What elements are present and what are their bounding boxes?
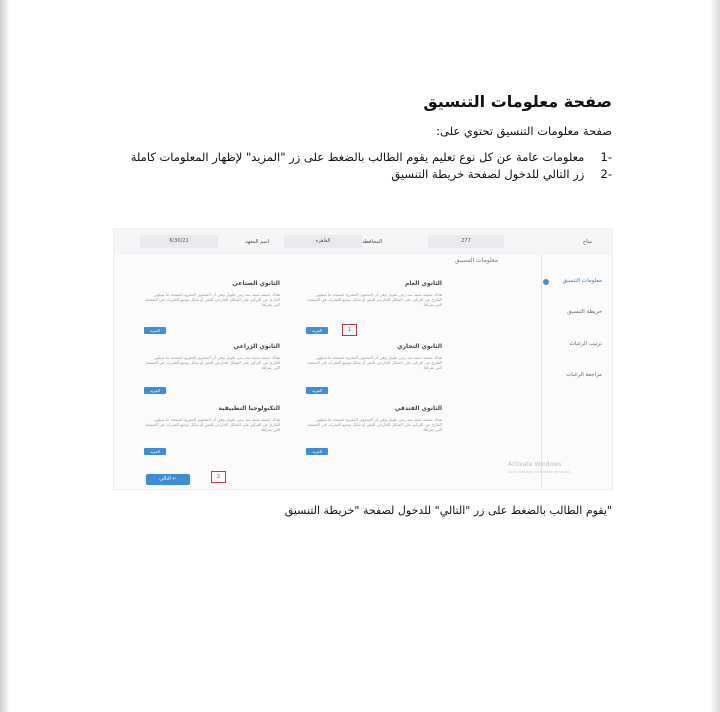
annotation-marker: 1: [342, 324, 357, 336]
topbar-label: متاح: [583, 239, 592, 245]
card-text: هناك حقيقة مثبتة منذ زمن طويل وهي أن المحتوى المقروء لصفحة ما سيلهي القارئ عن التركيز على الشكل الخارجي للنص أو شكل توضع الفقرات في الصفحة التي يقرأها.: [307, 417, 442, 432]
education-type-card: [144, 343, 280, 403]
more-button[interactable]: المزيد: [306, 327, 328, 334]
list-item-number: -2: [600, 167, 612, 181]
section-title: معلومات التنسيق: [454, 257, 498, 264]
list-item-number: -1: [600, 150, 612, 164]
document-title: صفحة معلومات التنسيق: [423, 92, 612, 111]
topbar-field[interactable]: 6/30/21: [140, 235, 218, 248]
card-text: هناك حقيقة مثبتة منذ زمن طويل وهي أن المحتوى المقروء لصفحة ما سيلهي القارئ عن التركيز على الشكل الخارجي للنص أو شكل توضع الفقرات في الصفحة التي يقرأها.: [307, 355, 442, 370]
topbar-field[interactable]: القاهرة: [284, 235, 362, 248]
more-button[interactable]: المزيد: [306, 387, 328, 394]
card-title: الثانوي التجاري: [397, 343, 442, 350]
education-type-card: [306, 280, 442, 340]
sidebar-item-order-choices[interactable]: ترتيب الرغبات: [569, 341, 602, 347]
more-button[interactable]: المزيد: [144, 448, 166, 455]
card-text: هناك حقيقة مثبتة منذ زمن طويل وهي أن المحتوى المقروء لصفحة ما سيلهي القارئ عن التركيز على الشكل الخارجي للنص أو شكل توضع الفقرات في الصفحة التي يقرأها.: [145, 292, 280, 307]
active-indicator-icon: [543, 279, 549, 285]
sidebar-item-coordination-info[interactable]: معلومات التنسيق: [562, 278, 602, 284]
sidebar-item-coordination-map[interactable]: خريطة التنسيق: [567, 309, 602, 315]
topbar-label: اسم المعهد: [245, 239, 269, 245]
card-title: الثانوي الفندقي: [394, 405, 442, 412]
topbar-label: المحافظة: [362, 239, 382, 245]
card-title: الثانوي الزراعي: [233, 343, 280, 350]
page-edge-right: [710, 0, 720, 712]
next-button-label: التالي: [159, 476, 171, 482]
list-item-text: زر التالي للدخول لصفحة خريطة التنسيق: [391, 167, 585, 181]
arrow-left-icon: ←: [172, 476, 177, 482]
sidebar-item-review-choices[interactable]: مراجعة الرغبات: [566, 372, 602, 378]
list-item-text: معلومات عامة عن كل نوع تعليم يقوم الطالب بالضغط على زر "المزيد" لإظهار المعلومات كاملة: [130, 150, 585, 164]
list-item: [92, 167, 612, 181]
card-title: التكنولوجيا التطبيقية: [218, 405, 280, 412]
card-title: الثانوي العام: [405, 280, 442, 287]
page-edge-left: [0, 0, 10, 712]
topbar-field[interactable]: 277: [428, 235, 504, 248]
screenshot-topbar: [114, 229, 612, 255]
screenshot-sidebar: [541, 255, 612, 489]
document-caption: "يقوم الطالب بالضغط على زر "التالي" للدخول لصفحة "خريطة التنسيق: [284, 504, 612, 517]
card-text: هناك حقيقة مثبتة منذ زمن طويل وهي أن المحتوى المقروء لصفحة ما سيلهي القارئ عن التركيز على الشكل الخارجي للنص أو شكل توضع الفقرات في الصفحة التي يقرأها.: [307, 292, 442, 307]
card-title: الثانوي الصناعي: [232, 280, 280, 287]
activation-watermark-sub: Go to Settings to activate Windows.: [508, 470, 571, 474]
education-type-card: [306, 405, 442, 465]
list-item: [92, 150, 612, 164]
more-button[interactable]: المزيد: [144, 387, 166, 394]
activation-watermark: Activate Windows: [508, 461, 562, 468]
education-type-card: [144, 405, 280, 465]
education-type-card: [306, 343, 442, 403]
more-button[interactable]: المزيد: [306, 448, 328, 455]
card-text: هناك حقيقة مثبتة منذ زمن طويل وهي أن المحتوى المقروء لصفحة ما سيلهي القارئ عن التركيز على الشكل الخارجي للنص أو شكل توضع الفقرات في الصفحة التي يقرأها.: [145, 417, 280, 432]
next-button[interactable]: [146, 474, 190, 485]
more-button[interactable]: المزيد: [144, 327, 166, 334]
card-text: هناك حقيقة مثبتة منذ زمن طويل وهي أن المحتوى المقروء لصفحة ما سيلهي القارئ عن التركيز على الشكل الخارجي للنص أو شكل توضع الفقرات في الصفحة التي يقرأها.: [145, 355, 280, 370]
education-type-card: [144, 280, 280, 340]
annotation-marker: 2: [211, 471, 226, 483]
document-intro: صفحة معلومات التنسيق تحتوي على:: [436, 124, 612, 138]
embedded-screenshot: [113, 228, 613, 490]
document-list: [92, 150, 612, 184]
